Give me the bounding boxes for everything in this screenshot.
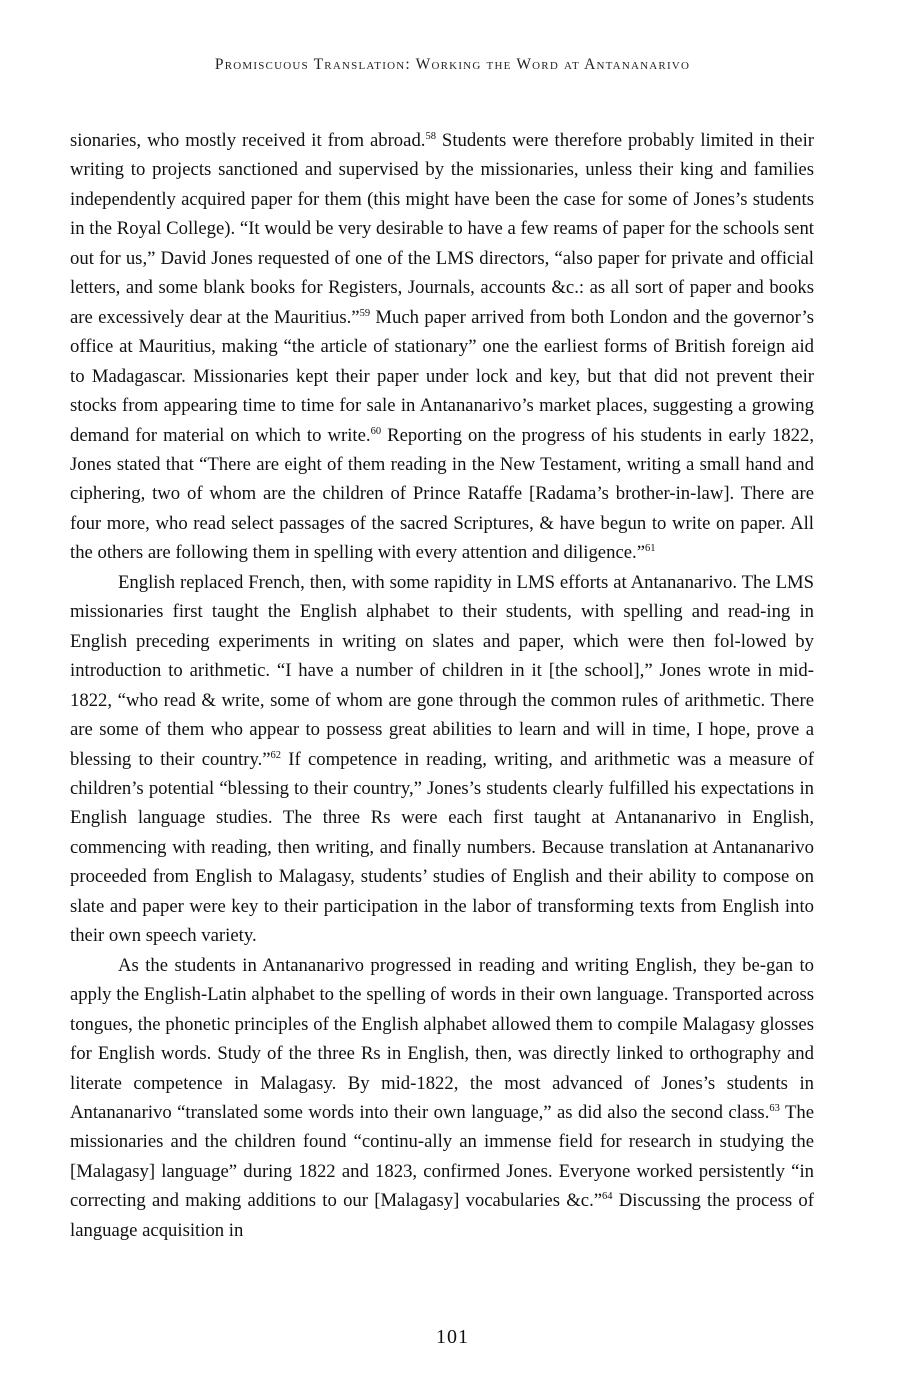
- text-segment: Reporting on the progress of his students in early 1822, Jones stated that “There are eight of them reading in the New Testament, writing a small hand and ciphering, two of whom are the children of Prince Rataffe [Radama’s brother-in-law]. There are four more, who read select passages of the sacred Scriptures, & have begun to write on paper. All the others are following them in spelling with every attention and diligence.”: [70, 424, 814, 564]
- text-segment: English replaced French, then, with some rapidity in LMS efforts at Antananarivo. The LMS missionaries first taught the English alphabet to their students, with spelling and read-ing in English preceding experiments in writing on slates and paper, which were then fol-lowed by introduction to arithmetic. “I have a number of children in it [the school],” Jones wrote in mid-1822, “who read & write, some of whom are gone through the common rules of arithmetic. There are some of them who appear to possess great abilities to learn and will in time, I hope, prove a blessing to their country.”: [70, 571, 814, 770]
- text-segment: As the students in Antananarivo progressed in reading and writing English, they be-gan to apply the English-Latin alphabet to the spelling of words in their own language. Transported across tongues, the phonetic principles of the English alphabet allowed them to compile Malagasy glosses for English words. Study of the three Rs in English, then, was directly linked to orthography and literate competence in Malagasy. By mid-1822, the most advanced of Jones’s students in Antananarivo “translated some words into their own language,” as did also the second class.: [70, 954, 814, 1123]
- page-number: 101: [436, 1326, 469, 1348]
- text-segment: Much paper arrived from both London and the governor’s office at Mauritius, making “the article of stationary” one the earliest forms of British foreign aid to Madagascar. Missionaries kept their paper under lock and key, but that did not prevent their stocks from appearing time to time for sale in Antananarivo’s market places, suggesting a growing demand for material on which to write.: [70, 306, 815, 446]
- text-segment: Discussing the process of language acquisition in: [70, 1190, 814, 1241]
- text-segment: sionaries, who mostly received it from abroad.: [70, 130, 426, 151]
- paragraph-1: [70, 126, 814, 568]
- footnote-ref-60[interactable]: 60: [370, 425, 382, 437]
- footnote-ref-58[interactable]: 58: [425, 131, 436, 142]
- footnote-ref-63[interactable]: 63: [769, 1102, 780, 1114]
- running-head: Promiscuous Translation: Working the Word at Antananarivo: [214, 56, 691, 73]
- footnote-ref-62[interactable]: 62: [270, 749, 282, 761]
- text-segment: The missionaries and the children found “continu-ally an immense field for research in studying the [Malagasy] language” during 1822 and 1823, confirmed Jones. Everyone worked persistently “in correcting and making additions to our [Malagasy] vocabularies &c.”: [70, 1101, 815, 1212]
- footnote-ref-59[interactable]: 59: [359, 307, 371, 319]
- text-segment: Students were therefore probably limited in their writing to projects sanctioned and supervised by the missionaries, unless their king and families independently acquired paper for them (this might have been the case for some of Jones’s students in the Royal College). “It would be very desirable to have a few reams of paper for the schools sent out for us,” David Jones requested of one of the LMS directors, “also paper for private and official letters, and some blank books for Registers, Journals, accounts &c.: as all sort of paper and books are excessively dear at the Mauritius.”: [70, 130, 814, 328]
- footnote-ref-64[interactable]: 64: [602, 1191, 613, 1203]
- paragraph-3: [70, 951, 814, 1246]
- paragraph-2: [70, 568, 814, 951]
- text-segment: If competence in reading, writing, and arithmetic was a measure of children’s potential “blessing to their country,” Jones’s students clearly fulfilled his expectations in English language studies. The three Rs were each first taught at Antananarivo in English, commencing with reading, then writing, and finally numbers. Because translation at Antananarivo proceeded from English to Malagasy, students’ studies of English and their ability to compose on slate and paper were key to their participation in the labor of transforming texts from English into their own speech variety.: [70, 748, 814, 947]
- body-text: [70, 126, 814, 1245]
- footnote-ref-61[interactable]: 61: [645, 543, 656, 555]
